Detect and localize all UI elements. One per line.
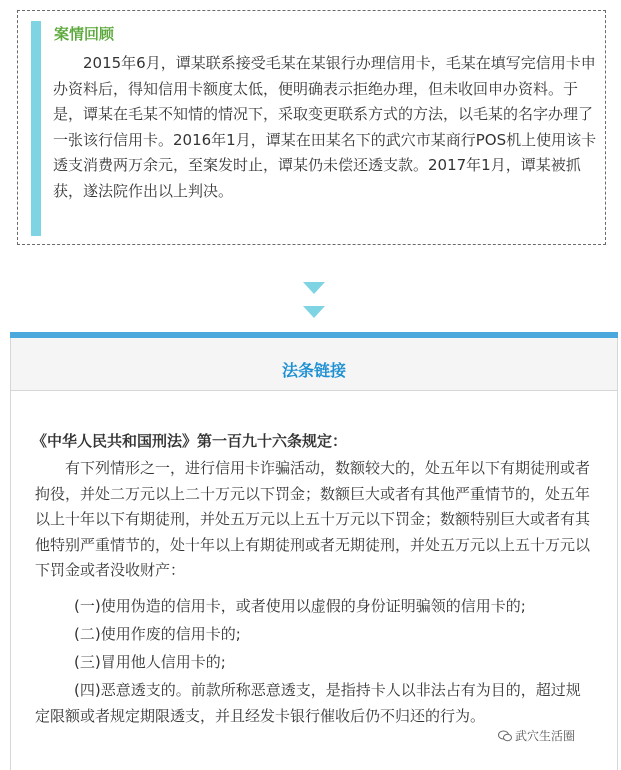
law-section-header bbox=[10, 338, 618, 390]
law-item-3: (三)冒用他人信用卡的; bbox=[74, 653, 226, 671]
case-body: 2015年6月，谭某联系接受毛某在某银行办理信用卡，毛某在填写完信用卡申办资料后，得知信用卡额度太低，便明确表示拒绝办理，但未收回申办资料。于是，谭某在毛某不知情的情况下，采取变更联系方式的方法，以毛某的名字办理了一张该行信用卡。2016年1月，谭某在田某名下的武穴市某商行POS机上使用该卡透支消费两万余元，至案发时止，谭某仍未偿还透支款。2017年1月，谭某被抓获，遂法院作出以上判决。 bbox=[53, 54, 597, 200]
case-review-box bbox=[17, 10, 606, 245]
law-paragraph: 有下列情形之一，进行信用卡诈骗活动，数额较大的，处五年以下有期徒刑或者拘役，并处二万元以上二十万元以下罚金；数额巨大或者有其他严重情节的，处五年以上十年以下有期徒刑，并处五万元以上五十万元以下罚金；数额特别巨大或者有其他特别严重情节的，处十年以上有期徒刑或者无期徒刑，并处五万元以上五十万元以下罚金或者没收财产： bbox=[35, 459, 591, 579]
down-arrow-icon bbox=[303, 282, 325, 294]
law-heading: 《中华人民共和国刑法》第一百九十六条规定： bbox=[32, 432, 348, 450]
down-arrows bbox=[303, 282, 325, 326]
wechat-icon bbox=[498, 730, 512, 742]
case-accent-bar bbox=[31, 21, 41, 236]
law-item-4: (四)恶意透支的。前款所称恶意透支，是指持卡人以非法占有为目的，超过规定限额或者规定期限透支，并且经发卡银行催收后仍不归还的行为。 bbox=[35, 681, 581, 725]
law-section-title: 法条链接 bbox=[281, 361, 346, 380]
case-title: 案情回顾 bbox=[54, 25, 115, 43]
law-item-2: (二)使用作废的信用卡的; bbox=[74, 625, 241, 643]
law-item-1: (一)使用伪造的信用卡，或者使用以虚假的身份证明骗领的信用卡的; bbox=[74, 597, 526, 615]
down-arrow-icon bbox=[303, 306, 325, 318]
watermark-text: 武穴生活圈 bbox=[515, 729, 576, 743]
watermark bbox=[498, 727, 575, 744]
